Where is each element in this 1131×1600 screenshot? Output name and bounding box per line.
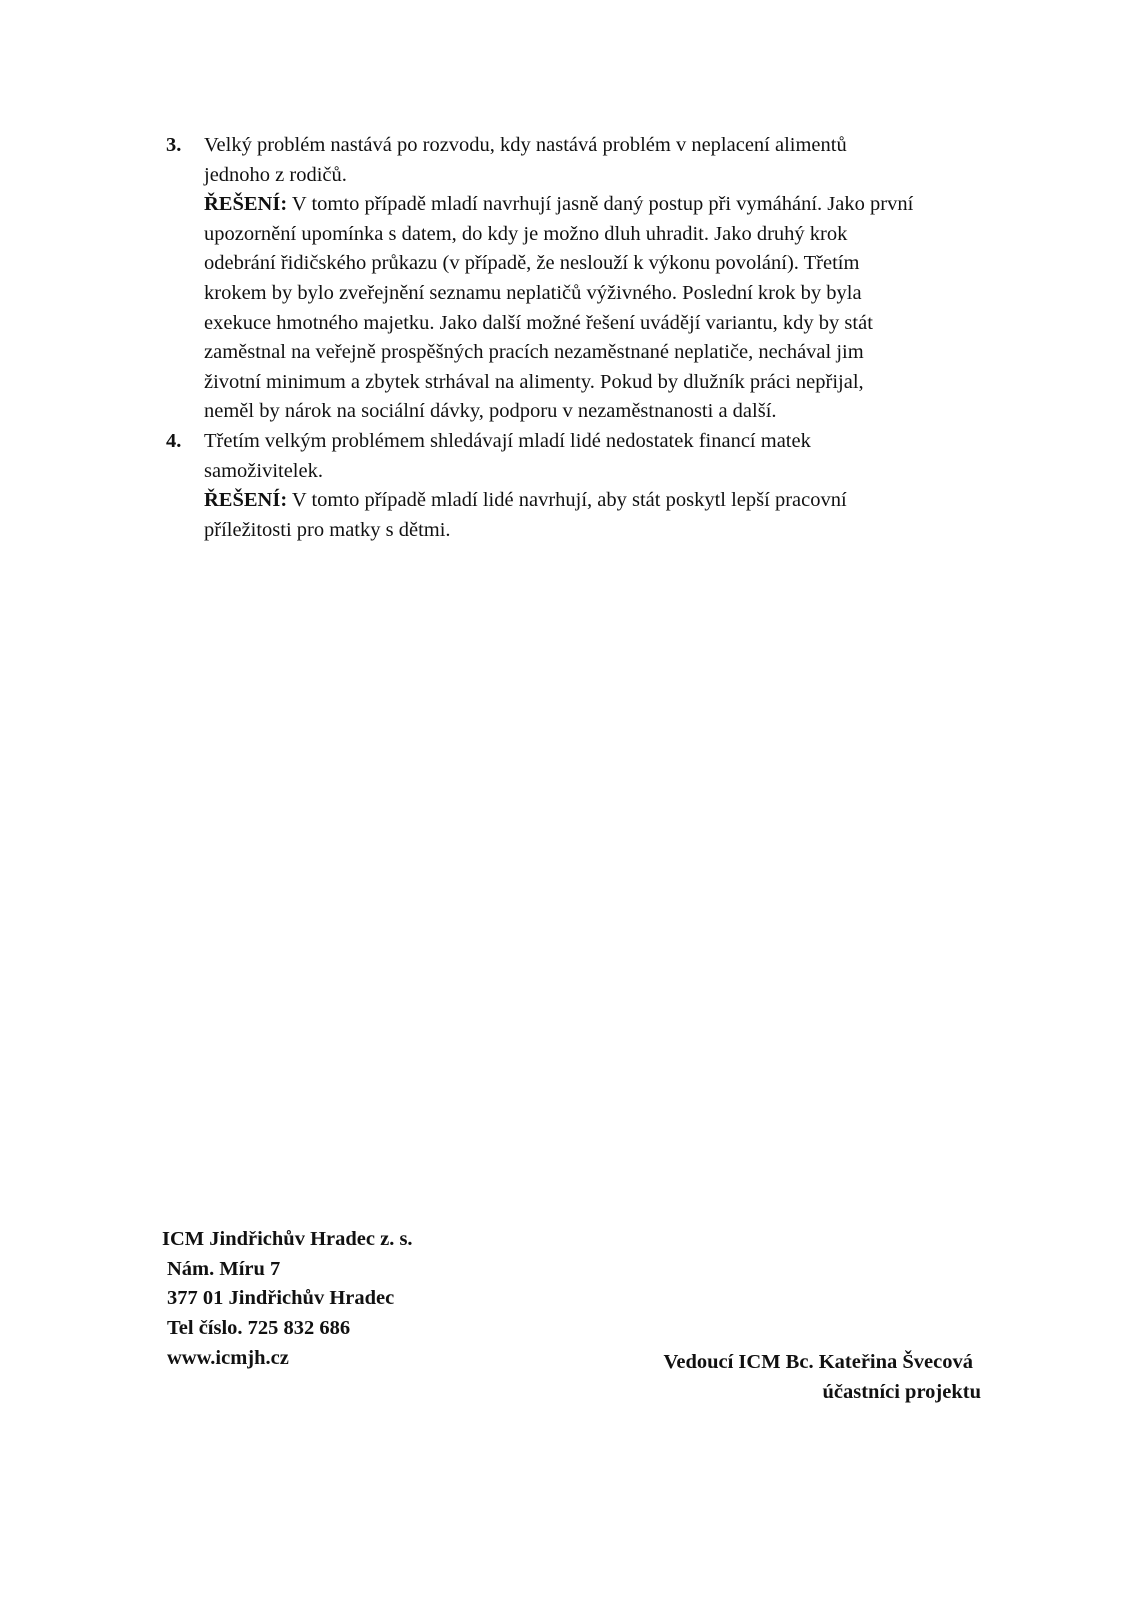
organization-name: ICM Jindřichův Hradec z. s.: [162, 1228, 413, 1250]
organization-contact-block: [162, 1225, 413, 1374]
problem-solution-list: [166, 131, 1006, 545]
list-item-3: [166, 131, 1006, 427]
solution-text-line: neměl by nárok na sociální dávky, podporu v nezaměstnanosti a další.: [204, 400, 777, 423]
solution-text: V tomto případě mladí navrhují jasně daný postup při vymáhání. Jako první: [287, 193, 914, 216]
solution-label: ŘEŠENÍ:: [204, 193, 288, 216]
solution-text-line: upozornění upomínka s datem, do kdy je možno dluh uhradit. Jako druhý krok: [204, 222, 848, 245]
signature-participants: účastníci projektu: [822, 1380, 981, 1403]
solution-text-line: zaměstnal na veřejně prospěšných pracích nezaměstnané neplatiče, nechával jim: [204, 341, 864, 364]
solution-label: ŘEŠENÍ:: [204, 489, 288, 512]
solution-text: V tomto případě mladí lidé navrhují, aby stát poskytl lepší pracovní: [287, 489, 847, 512]
problem-text-line: Velký problém nastává po rozvodu, kdy nastává problém v neplacení alimentů: [204, 134, 847, 156]
solution-text-line: exekuce hmotného majetku. Jako další možné řešení uvádějí variantu, kdy by stát: [204, 311, 873, 334]
solution-first-line: [204, 486, 1006, 516]
problem-text-line: Třetím velkým problémem shledávají mladí lidé nedostatek financí matek: [204, 429, 811, 452]
solution-text-line: odebrání řidičského průkazu (v případě, že neslouží k výkonu povolání). Třetím: [204, 252, 860, 275]
signature-name: Vedoucí ICM Bc. Kateřina Švecová: [663, 1351, 973, 1373]
signature-block: [663, 1348, 981, 1407]
item-number: 3.: [166, 134, 182, 156]
solution-text-line: životní minimum a zbytek strhával na alimenty. Pokud by dlužník práci nepřijal,: [204, 370, 864, 393]
organization-website: www.icmjh.cz: [167, 1346, 289, 1369]
item-number: 4.: [166, 429, 182, 452]
organization-phone: Tel číslo. 725 832 686: [167, 1317, 351, 1340]
solution-text-line: příležitosti pro matky s dětmi.: [204, 518, 451, 541]
organization-city: 377 01 Jindřichův Hradec: [167, 1287, 395, 1310]
solution-first-line: [204, 190, 1006, 220]
problem-text-line: samoživitelek.: [204, 459, 323, 482]
problem-text-line: jednoho z rodičů.: [204, 163, 347, 186]
list-item-4: [166, 427, 1006, 545]
solution-text-line: krokem by bylo zveřejnění seznamu neplatičů výživného. Poslední krok by byla: [204, 281, 862, 304]
organization-street: Nám. Míru 7: [167, 1257, 281, 1280]
